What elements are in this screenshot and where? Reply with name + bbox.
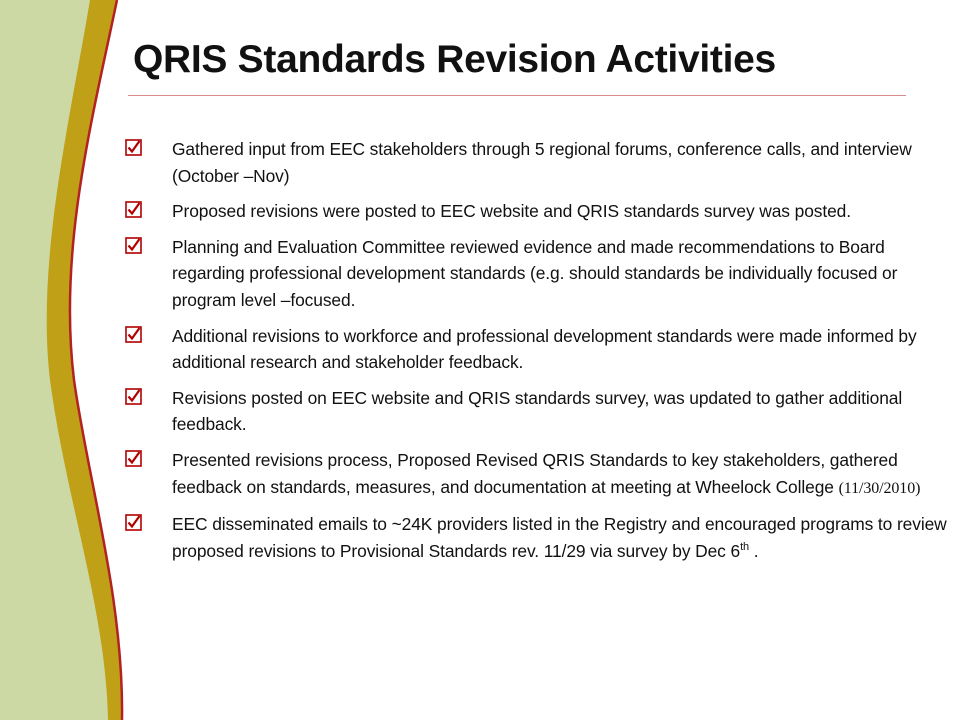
- checkbox-checked-icon: [125, 326, 142, 348]
- bullet-text: [172, 514, 947, 561]
- list-item: [125, 234, 955, 314]
- bullet-text: Additional revisions to workforce and professional development standards were made informed by additional research and stakeholder feedback.: [172, 325, 917, 373]
- list-item: [125, 447, 955, 502]
- title-underline: [128, 95, 906, 96]
- bullet-text-tail: .: [749, 540, 759, 561]
- checkbox-checked-icon: [125, 237, 142, 259]
- checkbox-checked-icon: [125, 201, 142, 223]
- ordinal-suffix: th: [740, 540, 750, 553]
- list-item: [125, 136, 955, 189]
- left-decorative-band: [0, 0, 140, 720]
- bullet-list: [125, 136, 955, 573]
- bullet-text-main: Presented revisions process, Proposed Revised QRIS Standards to key stakeholders, gathered feedback on standards, measures, and documentation at meeting at Wheelock College: [172, 449, 898, 497]
- checkbox-checked-icon: [125, 139, 142, 161]
- list-item: [125, 385, 955, 438]
- bullet-text-main: EEC disseminated emails to ~24K providers listed in the Registry and encouraged programs to review proposed revisions to Provisional Standards rev. 11/29 via survey by Dec 6: [172, 514, 947, 561]
- checkbox-checked-icon: [125, 388, 142, 410]
- bullet-text: Planning and Evaluation Committee reviewed evidence and made recommendations to Board regarding professional development standards (e.g. should standards be individually focused or program level –focused.: [172, 236, 898, 310]
- list-item: [125, 511, 955, 564]
- checkbox-checked-icon: [125, 450, 142, 472]
- bullet-text: Proposed revisions were posted to EEC website and QRIS standards survey was posted.: [172, 201, 851, 222]
- bullet-text: Revisions posted on EEC website and QRIS standards survey, was updated to gather additional feedback.: [172, 387, 903, 435]
- page-title: QRIS Standards Revision Activities: [133, 38, 776, 81]
- list-item: [125, 198, 955, 225]
- bullet-text: [172, 450, 920, 497]
- bullet-text: Gathered input from EEC stakeholders through 5 regional forums, conference calls, and interview (October –Nov): [172, 139, 912, 186]
- checkbox-checked-icon: [125, 514, 142, 536]
- list-item: [125, 323, 955, 376]
- meeting-date: (11/30/2010): [838, 479, 921, 497]
